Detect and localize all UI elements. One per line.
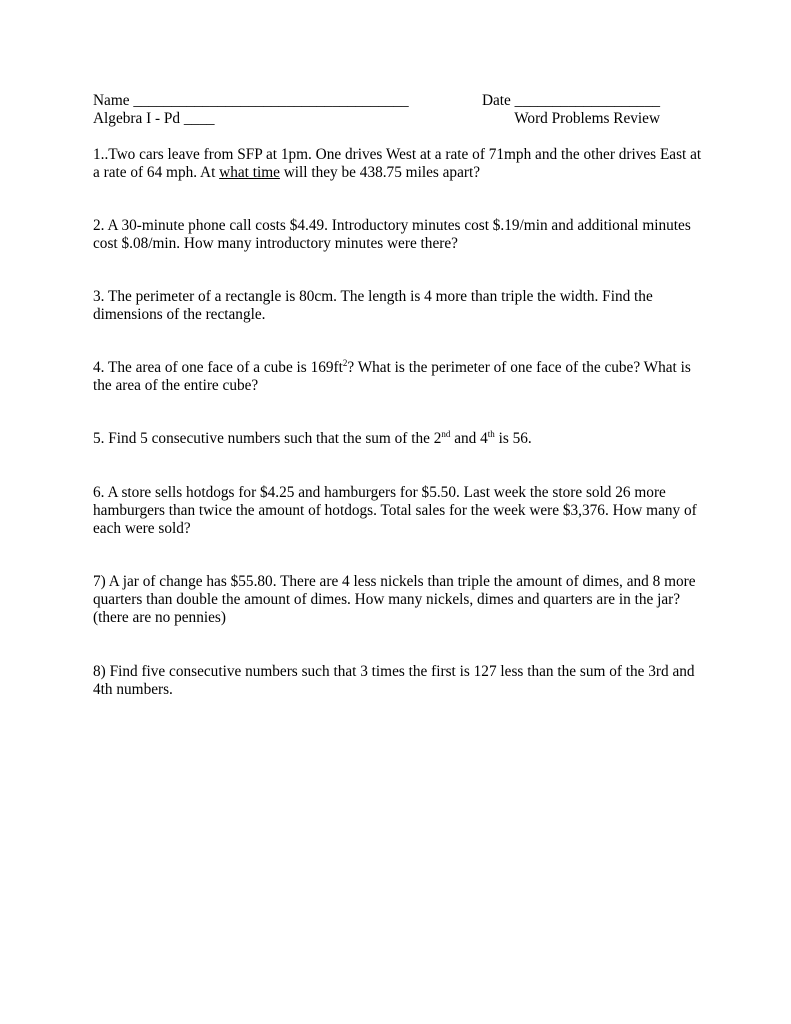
problem-3: 3. The perimeter of a rectangle is 80cm. The length is 4 more than triple the width. Find the dimensions of the rectangle. xyxy=(93,288,653,323)
problem-6: 6. A store sells hotdogs for $4.25 and hamburgers for $5.50. Last week the store sold 26 more hamburgers than twice the amount of hotdogs. Total sales for the week were $3,376. How many of each were sold? xyxy=(93,484,697,537)
problem-5-text-start: 5. Find 5 consecutive numbers such that the sum of the 2 xyxy=(93,430,442,447)
problem-4-superscript: 2 xyxy=(342,357,348,368)
problem-5-superscript-th: th xyxy=(487,428,495,439)
problem-1-text-end: will they be 438.75 miles apart? xyxy=(279,164,481,181)
problem-1-text-start: 1..Two cars leave from SFP at 1pm. One drives West at a rate of 71mph and the other drives East at a rate of 64 mph. At xyxy=(93,146,702,181)
problem-5-text-middle: and 4 xyxy=(450,430,488,447)
problem-5 xyxy=(93,430,703,448)
problem-5-superscript-nd: nd xyxy=(441,428,451,439)
header-row-2 xyxy=(93,110,703,128)
problem-1 xyxy=(93,146,703,182)
problem-2: 2. A 30-minute phone call costs $4.49. Introductory minutes cost $.19/min and additional minutes cost $.08/min. How many introductory minutes were there? xyxy=(93,217,691,252)
problem-8: 8) Find five consecutive numbers such that 3 times the first is 127 less than the sum of the 3rd and 4th numbers. xyxy=(93,663,695,698)
header-row-1 xyxy=(93,92,703,110)
problem-4 xyxy=(93,359,703,395)
problem-1-underlined-text: what time xyxy=(219,164,280,181)
worksheet-page xyxy=(93,92,703,698)
class-period-field: Algebra I - Pd ____ xyxy=(93,110,215,127)
name-field: Name ____________________________________ xyxy=(93,92,409,109)
worksheet-title: Word Problems Review xyxy=(514,110,660,127)
problem-4-text-start: 4. The area of one face of a cube is 169ft xyxy=(93,359,343,376)
date-field: Date ___________________ xyxy=(481,92,660,109)
problem-4-text-end: ? What is the perimeter of one face of the cube? What is the area of the entire cube? xyxy=(93,359,691,394)
problem-5-text-end: is 56. xyxy=(494,430,532,447)
problem-7: 7) A jar of change has $55.80. There are 4 less nickels than triple the amount of dimes, and 8 more quarters than double the amount of dimes. How many nickels, dimes and quarters are in the jar? (there are no pennies) xyxy=(93,573,696,626)
